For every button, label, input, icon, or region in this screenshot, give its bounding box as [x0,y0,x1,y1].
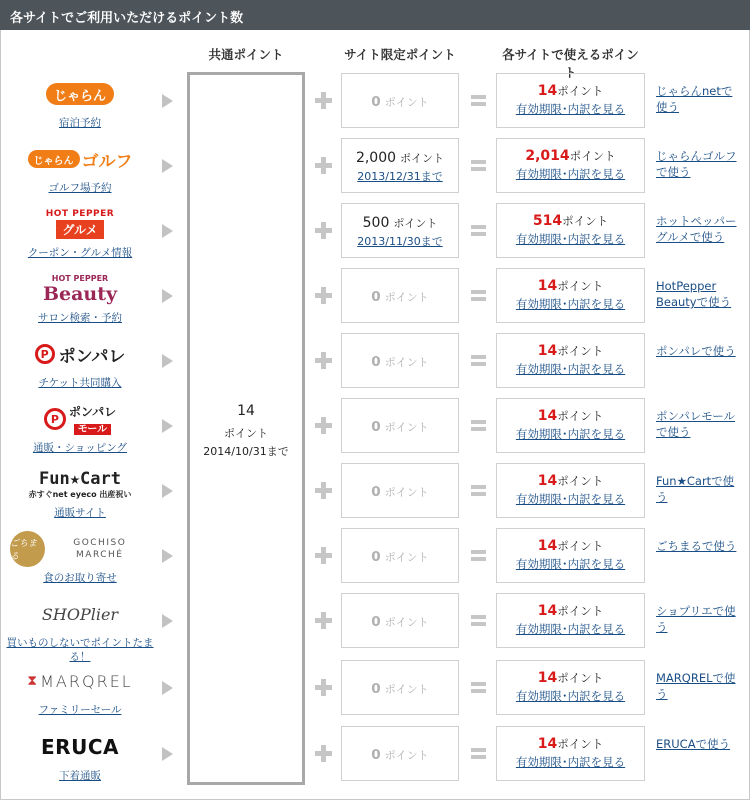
equals-icon [471,483,486,498]
limited-point-box [341,726,459,781]
site-category-link[interactable]: 下着通販 [59,770,101,782]
equals-icon [471,93,486,108]
arrow-right-icon [162,681,173,695]
plus-icon [315,157,332,174]
limited-point-box [341,463,459,518]
limited-point-value: 0 ポイント [371,549,429,565]
equals-icon [471,353,486,368]
site-category-link[interactable]: ファミリーセール [38,704,122,716]
column-header-limited: サイト限定ポイント [344,47,456,62]
plus-icon [315,92,332,109]
arrow-right-icon [162,289,173,303]
equals-icon [471,223,486,238]
limited-point-expiry-link[interactable]: 2013/11/30まで [357,235,443,248]
use-on-site-link[interactable]: ホットペッパーグルメで使う [656,214,737,244]
site-row [0,135,750,195]
site-category-link[interactable]: サロン検索・予約 [38,312,122,324]
expiry-detail-link[interactable]: 有効期限･内訳を見る [515,362,626,376]
usable-point-value: 14ポイント [537,278,604,294]
common-point-value: 14 [237,403,255,419]
plus-icon [315,352,332,369]
shoplier-logo[interactable]: SHOPlier [41,604,119,624]
equals-icon [471,418,486,433]
arrow-right-icon [162,224,173,238]
site-logo[interactable] [10,723,150,771]
site-row [0,590,750,663]
limited-point-box [341,593,459,648]
panel-header [0,0,750,30]
usable-point-box [496,593,645,648]
arrow-right-icon [162,419,173,433]
usable-point-value: 514ポイント [532,213,609,229]
use-on-site-link[interactable]: じゃらんnetで使う [656,84,733,114]
plus-icon [315,482,332,499]
usable-point-value: 14ポイント [537,736,604,752]
usable-point-box [496,398,645,453]
site-logo[interactable] [10,590,150,638]
use-on-site-link[interactable]: ポンパレモールで使う [656,409,736,439]
site-logo[interactable] [10,330,150,378]
limited-point-box [341,203,459,258]
usable-point-box [496,268,645,323]
equals-icon [471,746,486,761]
usable-point-box [496,660,645,715]
usable-point-box [496,138,645,193]
site-category-link[interactable]: チケット共同購入 [38,377,122,389]
use-on-site-link[interactable]: ERUCAで使う [656,737,731,751]
equals-icon [471,288,486,303]
site-category-link[interactable]: 通販サイト [54,507,106,519]
expiry-detail-link[interactable]: 有効期限･内訳を見る [515,622,626,636]
equals-icon [471,158,486,173]
limited-point-box [341,528,459,583]
limited-point-value: 0 ポイント [371,614,429,630]
usable-point-box [496,73,645,128]
site-logo[interactable] [10,395,150,443]
gochimaru-logo[interactable]: ごちまる GOCHISO MARCHÉ [10,531,150,567]
plus-icon [315,547,332,564]
plus-icon [315,745,332,762]
expiry-detail-link[interactable]: 有効期限･内訳を見る [515,297,626,311]
limited-point-box [341,138,459,193]
arrow-right-icon [162,159,173,173]
expiry-detail-link[interactable]: 有効期限･内訳を見る [515,557,626,571]
limited-point-value: 0 ポイント [371,747,429,763]
usable-point-value: 14ポイント [537,83,604,99]
equals-icon [471,548,486,563]
arrow-right-icon [162,354,173,368]
usable-point-box [496,333,645,388]
site-category-link[interactable]: 買いものしないでポイントたまる！ [6,637,154,663]
limited-point-box [341,73,459,128]
expiry-detail-link[interactable]: 有効期限･内訳を見る [515,232,626,246]
usable-point-box [496,726,645,781]
usable-point-value: 14ポイント [537,670,604,686]
limited-point-value: 0 ポイント [371,289,429,305]
usable-point-value: 14ポイント [537,538,604,554]
hotpepper-beauty-logo[interactable]: HOT PEPPER Beauty [42,273,118,305]
panel-title: 各サイトでご利用いただけるポイント数 [10,11,244,26]
use-on-site-link[interactable]: ショプリエで使う [656,604,736,634]
arrow-right-icon [162,614,173,628]
site-row [0,70,750,130]
site-logo[interactable] [10,135,150,183]
ponpare-logo[interactable]: P ポンパレ [35,342,126,367]
arrow-right-icon [162,747,173,761]
limited-point-value: 0 ポイント [371,94,429,110]
site-category-link[interactable]: 通販・ショッピング [32,442,128,454]
limited-point-value: 0 ポイント [371,354,429,370]
site-row [0,723,750,783]
plus-icon [315,287,332,304]
site-logo[interactable] [10,657,150,705]
limited-point-box [341,333,459,388]
use-on-site-link[interactable]: Fun★Cartで使う [656,474,735,504]
site-category-link[interactable]: クーポン・グルメ情報 [27,247,133,259]
arrow-right-icon [162,549,173,563]
site-logo[interactable] [10,460,150,508]
expiry-detail-link[interactable]: 有効期限･内訳を見る [515,427,626,441]
limited-point-box [341,660,459,715]
eruca-logo[interactable]: ERUCA [41,735,119,759]
plus-icon [315,679,332,696]
site-logo[interactable] [10,525,150,573]
common-point-unit: ポイント [224,427,268,440]
site-row [0,525,750,585]
hotpepper-gourmet-logo[interactable]: HOT PEPPER グルメ [45,209,115,237]
site-category-link[interactable]: ゴルフ場予約 [48,182,112,194]
use-on-site-link[interactable]: MARQRELで使う [656,671,736,701]
site-row [0,657,750,717]
expiry-detail-link[interactable]: 有効期限･内訳を見る [515,102,626,116]
limited-point-value: 2,000 ポイント [355,150,445,166]
limited-point-value: 0 ポイント [371,681,429,697]
limited-point-expiry-link[interactable]: 2013/12/31まで [357,170,443,183]
use-on-site-link[interactable]: ごちまるで使う [656,539,737,553]
expiry-detail-link[interactable]: 有効期限･内訳を見る [515,689,626,703]
limited-point-value: 500 ポイント [362,215,438,231]
usable-point-value: 2,014ポイント [525,148,616,164]
usable-point-value: 14ポイント [537,603,604,619]
jalan-golf-logo[interactable]: じゃらん ゴルフ [28,147,133,172]
site-category-link[interactable]: 宿泊予約 [59,117,101,129]
usable-point-box [496,203,645,258]
usable-point-box [496,463,645,518]
common-point-expiry: 2014/10/31まで [203,445,289,458]
marqrel-logo[interactable]: ⧗ MARQREL [27,671,133,691]
limited-point-value: 0 ポイント [371,419,429,435]
equals-icon [471,613,486,628]
arrow-right-icon [162,94,173,108]
site-row [0,265,750,325]
site-logo[interactable] [10,200,150,248]
ponpare-mall-logo[interactable]: P ポンパレ モール [44,403,116,435]
limited-point-value: 0 ポイント [371,484,429,500]
usable-point-value: 14ポイント [537,343,604,359]
plus-icon [315,222,332,239]
site-logo[interactable] [10,265,150,313]
expiry-detail-link[interactable]: 有効期限･内訳を見る [515,167,626,181]
site-row [0,200,750,260]
use-on-site-link[interactable]: ポンパレで使う [656,344,736,358]
plus-icon [315,612,332,629]
column-header-common: 共通ポイント [208,47,284,62]
plus-icon [315,417,332,434]
expiry-detail-link[interactable]: 有効期限･内訳を見る [515,492,626,506]
site-row [0,330,750,390]
site-category-link[interactable]: 食のお取り寄せ [43,572,117,584]
site-logo[interactable] [10,70,150,118]
column-header-usable: 各サイトで使えるポイント [502,47,639,80]
usable-point-value: 14ポイント [537,408,604,424]
jalan-logo[interactable]: じゃらん [46,83,114,105]
use-on-site-link[interactable]: HotPepper Beautyで使う [656,279,732,309]
equals-icon [471,680,486,695]
funcart-logo[interactable]: Fun★Cart 赤すぐnet eyeco 出産祝い [28,468,132,499]
usable-point-value: 14ポイント [537,473,604,489]
usable-point-box [496,528,645,583]
limited-point-box [341,398,459,453]
site-row [0,460,750,520]
limited-point-box [341,268,459,323]
arrow-right-icon [162,484,173,498]
expiry-detail-link[interactable]: 有効期限･内訳を見る [515,755,626,769]
site-row [0,395,750,455]
use-on-site-link[interactable]: じゃらんゴルフで使う [656,149,737,179]
